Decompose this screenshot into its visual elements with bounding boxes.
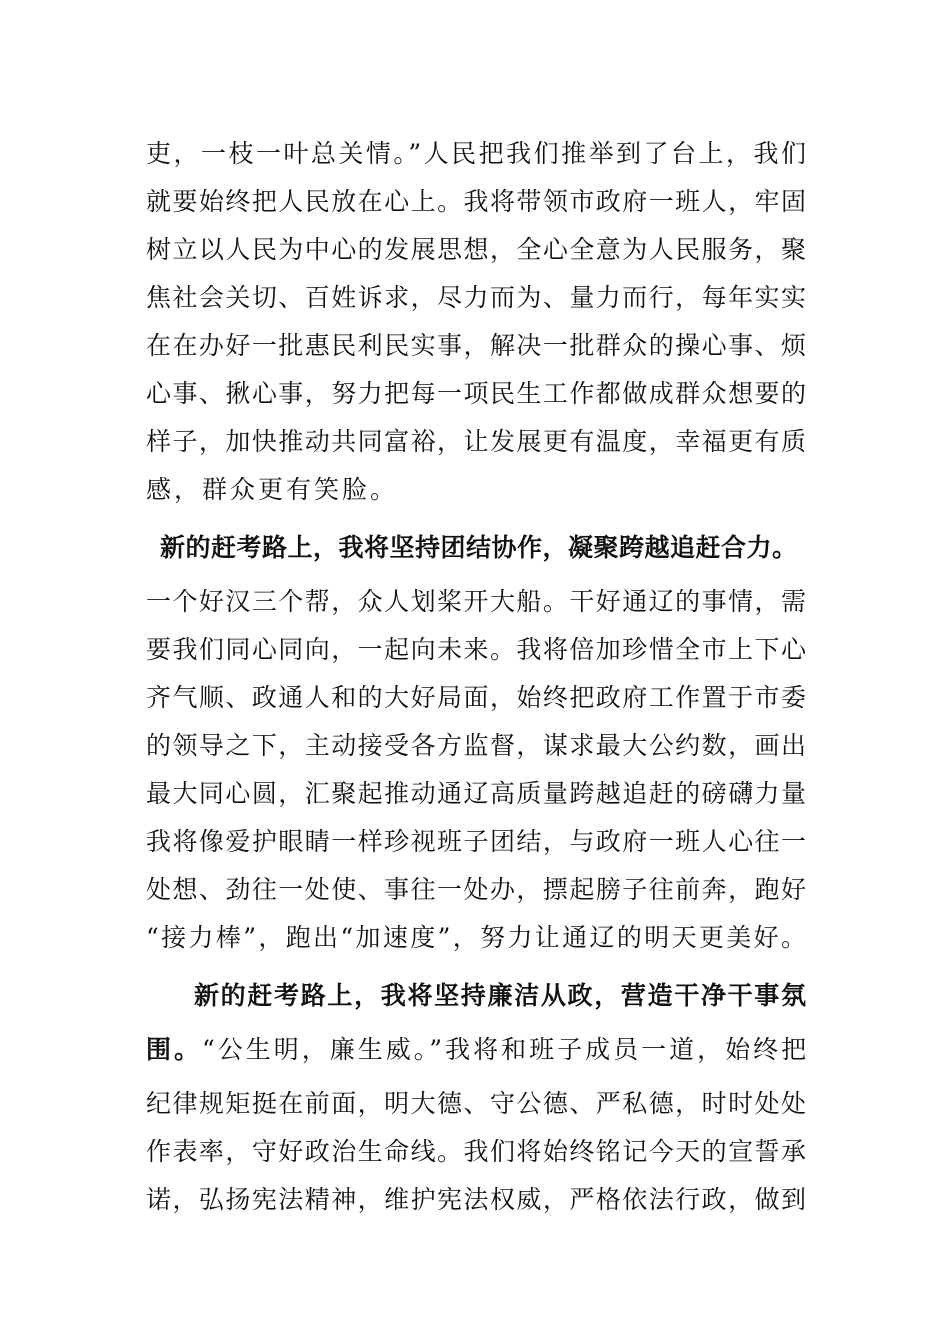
text-line: 吏，一枝一叶总关情。”人民把我们推举到了台上，我们 <box>146 139 806 168</box>
text-line: 就要始终把人民放在心上。我将带领市政府一班人，牢固 <box>146 187 806 216</box>
text-line: 处想、劲往一处使、事往一处办，摽起膀子往前奔，跑好 <box>146 875 806 904</box>
text-line: 的领导之下，主动接受各方监督，谋求最大公约数，画出 <box>146 731 806 760</box>
text-line: 一个好汉三个帮，众人划桨开大船。干好通辽的事情，需 <box>146 587 806 616</box>
text-line: 诺，弘扬宪法精神，维护宪法权威，严格依法行政，做到 <box>146 1185 806 1214</box>
text-line: 感，群众更有笑脸。 <box>146 475 399 504</box>
text-line: 最大同心圆，汇聚起推动通辽高质量跨越追赶的磅礴力量 <box>146 779 806 808</box>
section-heading: 新的赶考路上，我将坚持团结协作，凝聚跨越追赶合力。 <box>160 533 798 562</box>
section-heading-continued: 围。 <box>146 1035 203 1064</box>
text-line: “接力棒”，跑出“加速度”，努力让通辽的明天更美好。 <box>146 923 806 952</box>
text-line-tail: “公生明，廉生威。”我将和班子成员一道，始终把 <box>202 1035 810 1064</box>
text-line: 心事、揪心事，努力把每一项民生工作都做成群众想要的 <box>146 379 806 408</box>
text-line: 作表率，守好政治生命线。我们将始终铭记今天的宣誓承 <box>146 1137 806 1166</box>
text-line <box>146 1026 810 1074</box>
text-line: 我将像爱护眼睛一样珍视班子团结，与政府一班人心往一 <box>146 827 806 856</box>
text-line: 要我们同心同向，一起向未来。我将倍加珍惜全市上下心 <box>146 635 806 664</box>
text-line: 齐气顺、政通人和的大好局面，始终把政府工作置于市委 <box>146 683 806 712</box>
section-heading: 新的赶考路上，我将坚持廉洁从政，营造干净干事氛 <box>194 981 806 1010</box>
text-line: 树立以人民为中心的发展思想，全心全意为人民服务，聚 <box>146 235 806 264</box>
text-line: 焦社会关切、百姓诉求，尽力而为、量力而行，每年实实 <box>146 283 806 312</box>
text-line: 在在办好一批惠民利民实事，解决一批群众的操心事、烦 <box>146 331 806 360</box>
text-line: 样子，加快推动共同富裕，让发展更有温度，幸福更有质 <box>146 427 806 456</box>
text-line: 纪律规矩挺在前面，明大德、守公德、严私德，时时处处 <box>146 1089 806 1118</box>
